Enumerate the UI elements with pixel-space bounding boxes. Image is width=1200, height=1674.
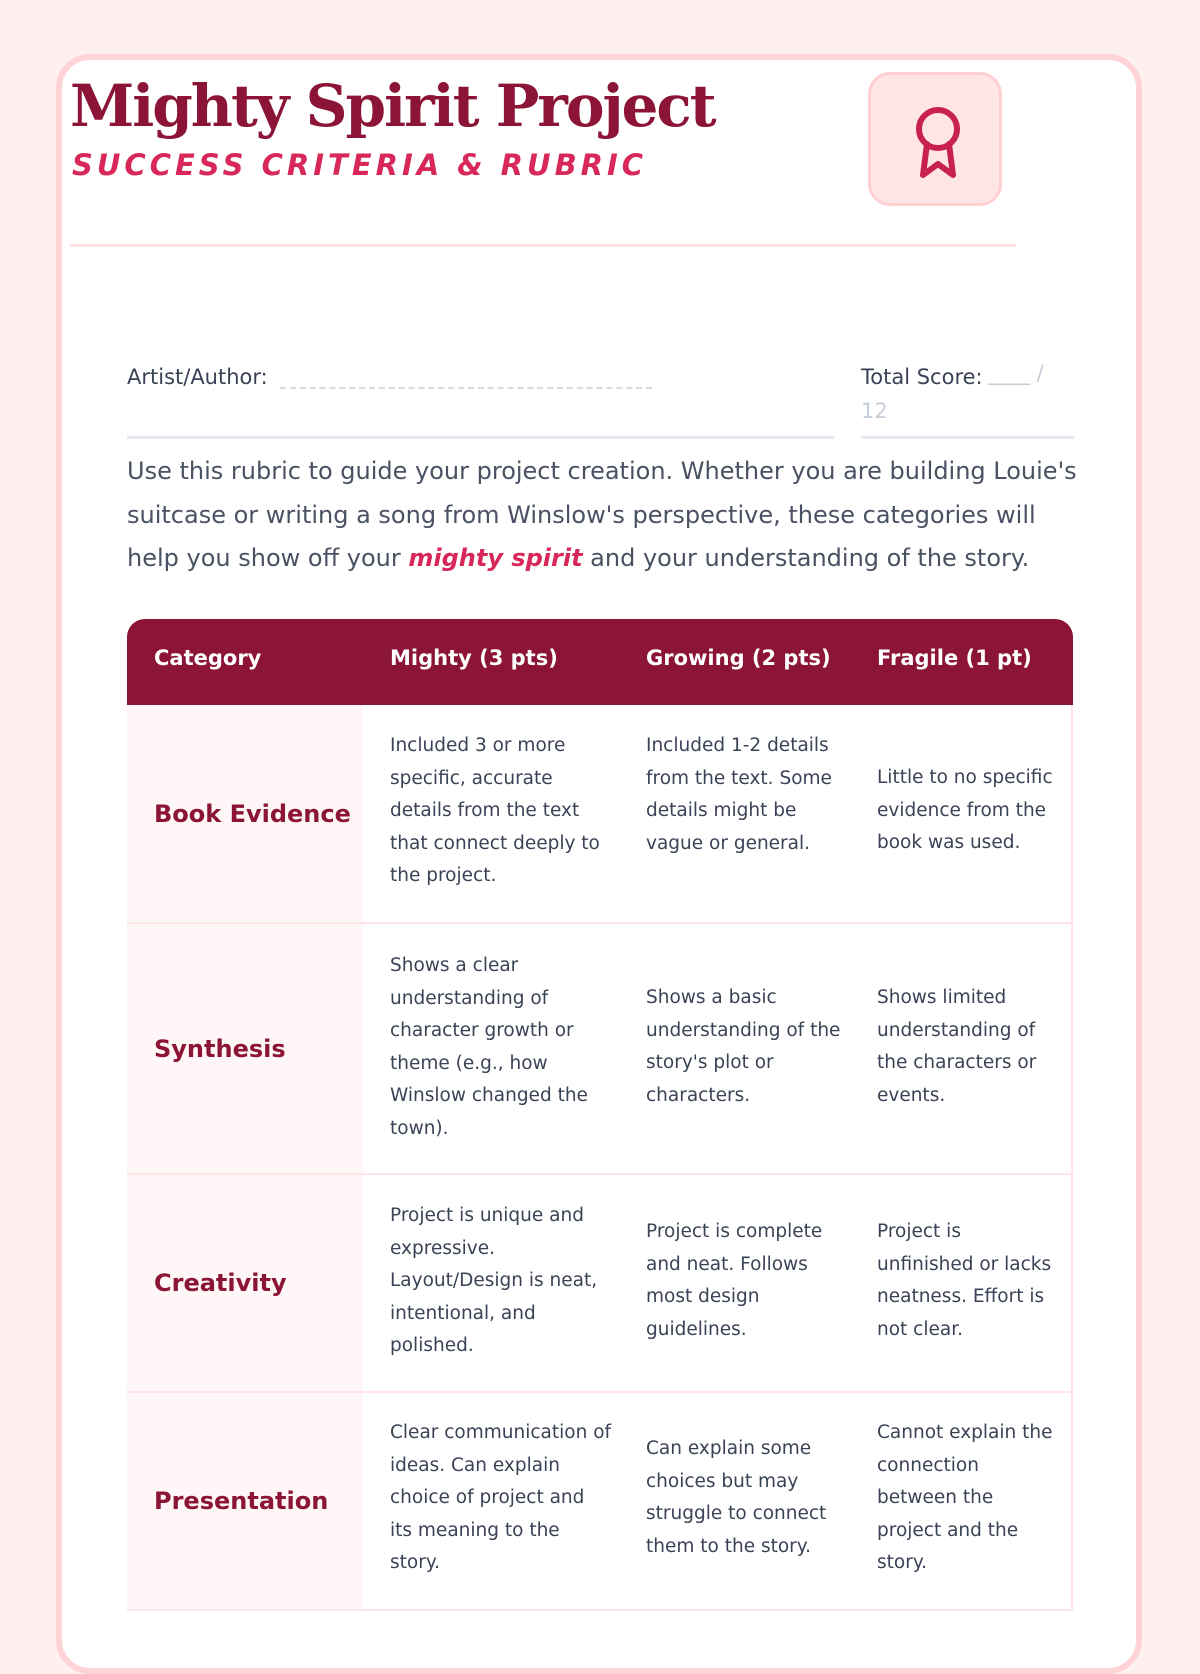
table-header [127,619,1073,705]
mighty-description: Included 3 or more specific, accurate details from the text that connect deeply to the project. [390,735,600,886]
page-subtitle: SUCCESS CRITERIA & RUBRIC [72,148,648,182]
fragile-description: Cannot explain the connection between the project and the story. [877,1422,1053,1573]
page-title: Mighty Spirit Project [70,72,715,140]
category-label: Presentation [154,1487,329,1515]
header-category: Category [154,646,262,670]
score-blank[interactable]: ____ / [988,361,1044,385]
intro-paragraph [127,450,1077,581]
category-cell [127,705,363,922]
fragile-description: Little to no specific evidence from the book was used. [877,767,1053,853]
author-label: Artist/Author: [127,365,268,389]
fragile-description: Shows limited understanding of the characters or events. [877,987,1037,1106]
intro-emphasis: mighty spirit [408,544,583,572]
score-underline [861,436,1074,439]
growing-description: Included 1-2 details from the text. Some details might be vague or general. [646,735,832,854]
header-growing: Growing (2 pts) [646,646,831,670]
category-cell [127,1175,363,1391]
intro-text-start: Use this rubric to guide your project creation. Whether you are building Louie's suitcase or writing a song from Winslow's perspective, these categories will help you show off your [127,457,1077,572]
category-label: Creativity [154,1269,287,1297]
rubric-table [127,619,1073,1611]
header-fragile: Fragile (1 pt) [877,646,1032,670]
category-cell [127,1393,363,1609]
fragile-description: Project is unfinished or lacks neatness. Effort is not clear. [877,1221,1052,1340]
intro-text-end: and your understanding of the story. [582,544,1030,572]
header [70,72,1016,252]
growing-description: Project is complete and neat. Follows most design guidelines. [646,1221,823,1340]
header-divider [70,244,1016,247]
table-row [127,1175,1073,1393]
header-mighty: Mighty (3 pts) [390,646,558,670]
category-cell [127,924,363,1173]
growing-description: Shows a basic understanding of the story's plot or characters. [646,987,841,1106]
category-label: Synthesis [154,1034,286,1063]
award-ribbon-icon [908,104,968,180]
author-underline [127,436,834,439]
author-input[interactable] [280,387,652,389]
table-row [127,924,1073,1175]
growing-description: Can explain some choices but may struggle to connect them to the story. [646,1438,827,1557]
table-row [127,705,1073,924]
mighty-description: Shows a clear understanding of character growth or theme (e.g., how Winslow changed the town). [390,955,588,1139]
mighty-description: Clear communication of ideas. Can explain choice of project and its meaning to the story. [390,1422,612,1573]
category-label: Book Evidence [154,799,351,828]
award-badge [868,72,1002,206]
score-max: 12 [861,399,888,423]
mighty-description: Project is unique and expressive. Layout/Design is neat, intentional, and polished. [390,1205,598,1356]
table-row [127,1393,1073,1611]
score-label: Total Score: [861,365,983,389]
